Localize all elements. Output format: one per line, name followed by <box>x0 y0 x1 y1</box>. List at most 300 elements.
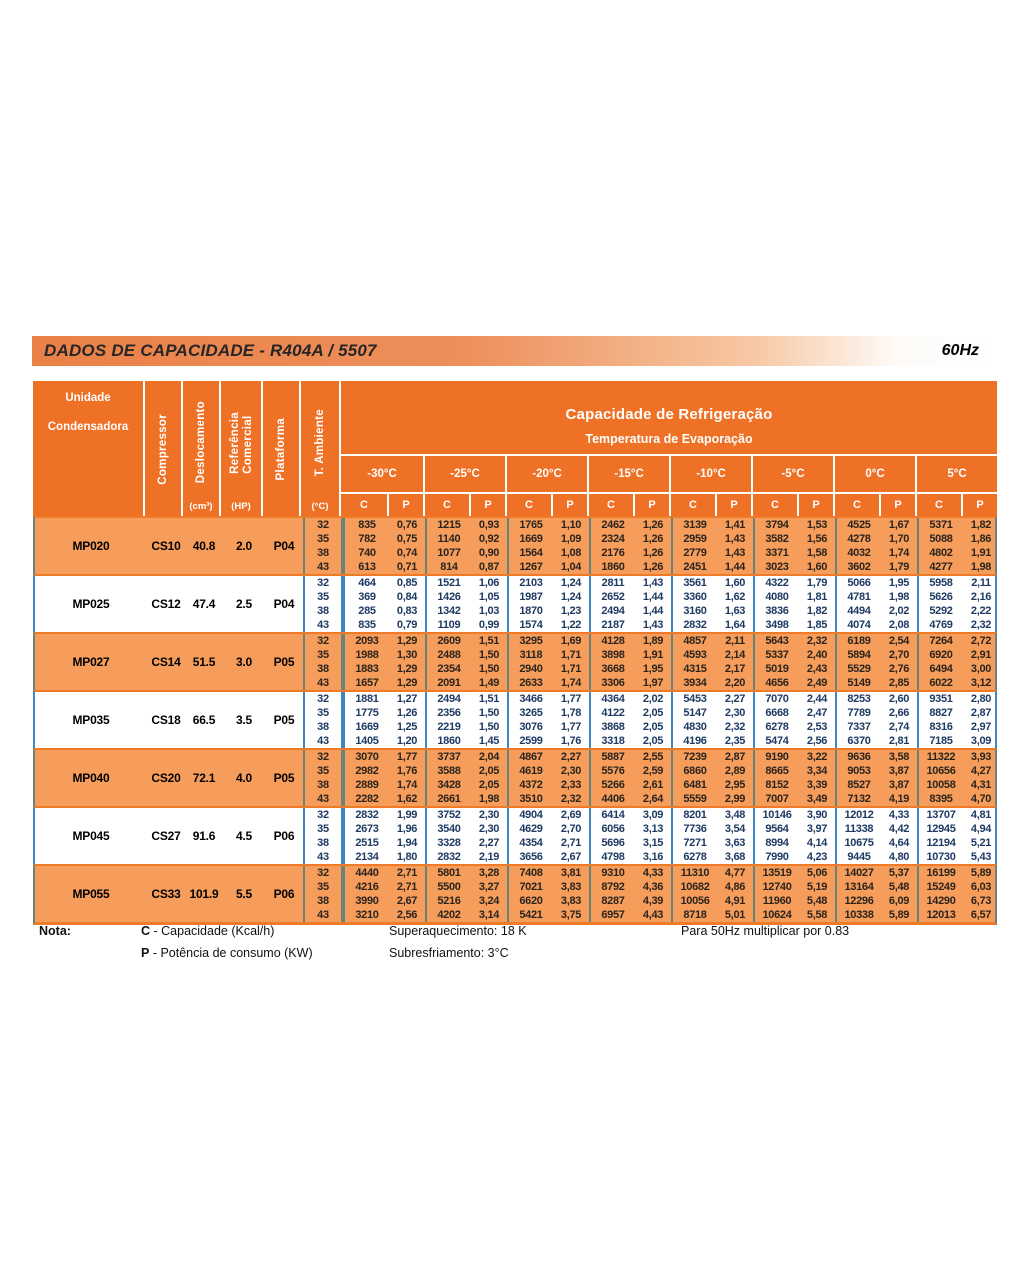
unit-platform: P04 <box>273 539 295 553</box>
power-value-cell: 1,86 <box>970 533 992 545</box>
power-value-cell: 2,89 <box>724 765 746 777</box>
power-value-cell: 1,49 <box>478 677 500 689</box>
unit-hp: 4.0 <box>235 771 253 785</box>
unit-hp: 2.5 <box>235 597 253 611</box>
power-value-cell: 3,09 <box>970 735 992 747</box>
power-value-cell: 4,64 <box>888 837 910 849</box>
capacity-value-cell: 2779 <box>671 546 717 560</box>
power-value-cell: 5,48 <box>806 895 828 907</box>
ambient-temp-cell: 32 <box>303 866 343 880</box>
capacity-value-cell: 6860 <box>671 764 717 778</box>
capacity-value-cell: 5292 <box>917 604 963 618</box>
power-value-cell: 1,99 <box>396 809 418 821</box>
evap-temp-header: 0°C <box>833 456 915 492</box>
ambient-temp-cell: 35 <box>303 822 343 836</box>
capacity-value-cell: 5500 <box>425 880 471 894</box>
capacity-value-cell: 5958 <box>917 576 963 590</box>
capacity-value-cell: 3318 <box>589 734 635 748</box>
power-value-cell: 1,58 <box>806 547 828 559</box>
capacity-value-cell: 5019 <box>753 662 799 676</box>
capacity-value-cell: 835 <box>343 518 389 532</box>
header-compressor: Compressor <box>145 381 183 516</box>
capacity-value-cell: 9190 <box>753 750 799 764</box>
capacity-value-cell: 3836 <box>753 604 799 618</box>
power-value-cell: 4,91 <box>724 895 746 907</box>
power-value-cell: 0,76 <box>396 519 418 531</box>
power-value-cell: 3,34 <box>806 765 828 777</box>
capacity-value-cell: 6056 <box>589 822 635 836</box>
capacity-value-cell: 4867 <box>507 750 553 764</box>
power-value-cell: 3,90 <box>806 809 828 821</box>
capacity-col-header: C <box>833 494 879 516</box>
capacity-value-cell: 10730 <box>917 850 963 864</box>
power-value-cell: 0,74 <box>396 547 418 559</box>
capacity-value-cell: 4619 <box>507 764 553 778</box>
ambient-temp-cell: 35 <box>303 880 343 894</box>
capacity-value-cell: 3118 <box>507 648 553 662</box>
unit-platform: P06 <box>273 887 295 901</box>
capacity-value-cell: 5529 <box>835 662 881 676</box>
power-value-cell: 4,19 <box>888 793 910 805</box>
capacity-value-cell: 3582 <box>753 532 799 546</box>
capacity-value-cell: 4406 <box>589 792 635 806</box>
power-value-cell: 1,78 <box>560 707 582 719</box>
capacity-value-cell: 1669 <box>343 720 389 734</box>
capacity-value-cell: 1109 <box>425 618 471 632</box>
capacity-value-cell: 1342 <box>425 604 471 618</box>
power-value-cell: 2,99 <box>724 793 746 805</box>
capacity-value-cell: 4781 <box>835 590 881 604</box>
unit-compressor: CS14 <box>151 655 181 669</box>
power-value-cell: 1,25 <box>396 721 418 733</box>
power-value-cell: 1,04 <box>560 561 582 573</box>
capacity-value-cell: 12013 <box>917 908 963 922</box>
capacity-value-cell: 4494 <box>835 604 881 618</box>
power-value-cell: 1,74 <box>396 779 418 791</box>
power-value-cell: 2,19 <box>478 851 500 863</box>
power-value-cell: 2,67 <box>396 895 418 907</box>
capacity-value-cell: 782 <box>343 532 389 546</box>
capacity-col-header: C <box>423 494 469 516</box>
ambient-temp-cell: 38 <box>303 836 343 850</box>
capacity-value-cell: 1988 <box>343 648 389 662</box>
capacity-value-cell: 12740 <box>753 880 799 894</box>
header-plataforma: Plataforma <box>263 381 301 516</box>
capacity-value-cell: 3934 <box>671 676 717 690</box>
capacity-value-cell: 4202 <box>425 908 471 922</box>
power-value-cell: 0,87 <box>478 561 500 573</box>
power-value-cell: 3,13 <box>642 823 664 835</box>
ambient-temp-cell: 38 <box>303 720 343 734</box>
power-value-cell: 3,24 <box>478 895 500 907</box>
capacity-value-cell: 2324 <box>589 532 635 546</box>
capacity-value-cell: 7736 <box>671 822 717 836</box>
power-value-cell: 4,27 <box>970 765 992 777</box>
unit-hp: 3.0 <box>235 655 253 669</box>
capacity-value-cell: 4798 <box>589 850 635 864</box>
unit-platform: P06 <box>273 829 295 843</box>
power-value-cell: 1,27 <box>396 693 418 705</box>
power-value-cell: 6,03 <box>970 881 992 893</box>
capacity-value-cell: 4629 <box>507 822 553 836</box>
capacity-value-cell: 1574 <box>507 618 553 632</box>
header-evaporation-title: Temperatura de Evaporação <box>341 423 997 456</box>
power-value-cell: 4,39 <box>642 895 664 907</box>
capacity-value-cell: 2176 <box>589 546 635 560</box>
ambient-temp-cell: 43 <box>303 618 343 632</box>
capacity-value-cell: 1669 <box>507 532 553 546</box>
power-value-cell: 6,57 <box>970 909 992 921</box>
capacity-value-cell: 7789 <box>835 706 881 720</box>
power-value-cell: 4,14 <box>806 837 828 849</box>
capacity-value-cell: 6494 <box>917 662 963 676</box>
power-value-cell: 1,05 <box>478 591 500 603</box>
power-value-cell: 1,60 <box>724 577 746 589</box>
power-value-cell: 4,77 <box>724 867 746 879</box>
capacity-value-cell: 613 <box>343 560 389 574</box>
capacity-value-cell: 6022 <box>917 676 963 690</box>
power-value-cell: 1,77 <box>560 693 582 705</box>
power-value-cell: 3,54 <box>724 823 746 835</box>
power-value-cell: 1,95 <box>888 577 910 589</box>
capacity-value-cell: 3023 <box>753 560 799 574</box>
evap-temps-row <box>341 456 997 494</box>
power-value-cell: 1,79 <box>806 577 828 589</box>
capacity-value-cell: 1657 <box>343 676 389 690</box>
power-value-cell: 1,43 <box>642 577 664 589</box>
power-value-cell: 1,98 <box>888 591 910 603</box>
power-value-cell: 2,11 <box>725 635 745 647</box>
capacity-value-cell: 8994 <box>753 836 799 850</box>
capacity-value-cell: 3160 <box>671 604 717 618</box>
power-value-cell: 1,77 <box>396 751 418 763</box>
unit-model: MP055 <box>72 887 110 901</box>
power-value-cell: 1,95 <box>642 663 664 675</box>
capacity-value-cell: 8395 <box>917 792 963 806</box>
power-value-cell: 1,60 <box>806 561 828 573</box>
power-value-cell: 2,53 <box>806 721 828 733</box>
capacity-value-cell: 12194 <box>917 836 963 850</box>
capacity-value-cell: 814 <box>425 560 471 574</box>
capacity-value-cell: 4904 <box>507 808 553 822</box>
power-value-cell: 1,41 <box>724 519 746 531</box>
capacity-value-cell: 2940 <box>507 662 553 676</box>
capacity-value-cell: 7132 <box>835 792 881 806</box>
capacity-value-cell: 3371 <box>753 546 799 560</box>
power-value-cell: 1,71 <box>560 663 582 675</box>
power-value-cell: 2,22 <box>970 605 992 617</box>
power-value-cell: 4,43 <box>642 909 664 921</box>
capacity-value-cell: 3656 <box>507 850 553 864</box>
power-value-cell: 2,70 <box>560 823 582 835</box>
ambient-temp-cell: 35 <box>303 532 343 546</box>
capacity-value-cell: 2633 <box>507 676 553 690</box>
power-value-cell: 2,67 <box>560 851 582 863</box>
capacity-value-cell: 7185 <box>917 734 963 748</box>
power-value-cell: 1,62 <box>724 591 746 603</box>
capacity-value-cell: 2187 <box>589 618 635 632</box>
capacity-value-cell: 464 <box>343 576 389 590</box>
ambient-temp-cell: 32 <box>303 576 343 590</box>
unit-displacement: 72.1 <box>192 771 216 785</box>
unit-model: MP040 <box>72 771 110 785</box>
power-value-cell: 3,12 <box>970 677 992 689</box>
capacity-value-cell: 1987 <box>507 590 553 604</box>
unit-block <box>33 632 997 690</box>
power-value-cell: 2,54 <box>888 635 910 647</box>
capacity-value-cell: 1077 <box>425 546 471 560</box>
power-value-cell: 4,86 <box>724 881 746 893</box>
capacity-value-cell: 6189 <box>835 634 881 648</box>
ambient-temp-cell: 35 <box>303 764 343 778</box>
power-value-cell: 0,75 <box>396 533 418 545</box>
capacity-value-cell: 2832 <box>425 850 471 864</box>
capacity-value-cell: 6278 <box>671 850 717 864</box>
capacity-value-cell: 2515 <box>343 836 389 850</box>
capacity-col-header: C <box>587 494 633 516</box>
capacity-value-cell: 5147 <box>671 706 717 720</box>
power-value-cell: 5,06 <box>806 867 828 879</box>
capacity-col-header: C <box>360 499 368 511</box>
ambient-temp-cell: 35 <box>303 590 343 604</box>
capacity-value-cell: 14027 <box>835 866 881 880</box>
ambient-temp-cell: 43 <box>303 850 343 864</box>
power-value-cell: 1,26 <box>642 547 664 559</box>
unit-info <box>35 576 303 632</box>
capacity-value-cell: 3588 <box>425 764 471 778</box>
power-value-cell: 1,97 <box>642 677 664 689</box>
capacity-value-cell: 4354 <box>507 836 553 850</box>
capacity-value-cell: 2091 <box>425 676 471 690</box>
unit-hp: 3.5 <box>235 713 253 727</box>
ambient-temp-cell: 32 <box>303 750 343 764</box>
capacity-value-cell: 2462 <box>589 518 635 532</box>
capacity-value-cell: 11322 <box>917 750 963 764</box>
note-label: Nota: <box>39 924 71 938</box>
unit-block <box>33 516 997 574</box>
power-value-cell: 1,74 <box>888 547 910 559</box>
capacity-value-cell: 1405 <box>343 734 389 748</box>
capacity-value-cell: 12012 <box>835 808 881 822</box>
capacity-value-cell: 3076 <box>507 720 553 734</box>
power-value-cell: 2,80 <box>970 693 992 705</box>
power-value-cell: 1,23 <box>560 605 582 617</box>
power-value-cell: 2,71 <box>560 837 582 849</box>
capacity-value-cell: 1267 <box>507 560 553 574</box>
unit-displacement: 101.9 <box>189 887 219 901</box>
capacity-value-cell: 1860 <box>589 560 635 574</box>
power-value-cell: 1,56 <box>806 533 828 545</box>
power-value-cell: 1,44 <box>724 561 746 573</box>
unit-hp: 2.0 <box>235 539 253 553</box>
capacity-value-cell: 10338 <box>835 908 881 922</box>
capacity-value-cell: 15249 <box>917 880 963 894</box>
power-col-header: P <box>633 494 669 516</box>
power-value-cell: 4,23 <box>806 851 828 863</box>
power-value-cell: 1,44 <box>642 591 664 603</box>
table-body <box>33 516 997 925</box>
power-value-cell: 0,93 <box>478 519 500 531</box>
ambient-temp-cell: 32 <box>303 808 343 822</box>
power-value-cell: 1,91 <box>970 547 992 559</box>
power-value-cell: 2,87 <box>724 751 746 763</box>
power-value-cell: 2,05 <box>642 735 664 747</box>
power-value-cell: 1,76 <box>396 765 418 777</box>
capacity-value-cell: 5066 <box>835 576 881 590</box>
capacity-value-cell: 2652 <box>589 590 635 604</box>
capacity-value-cell: 2609 <box>425 634 471 648</box>
unit-compressor: CS12 <box>151 597 181 611</box>
power-value-cell: 1,53 <box>806 519 828 531</box>
power-value-cell: 5,01 <box>724 909 746 921</box>
power-value-cell: 2,70 <box>888 649 910 661</box>
power-value-cell: 2,16 <box>970 591 992 603</box>
power-value-cell: 1,74 <box>560 677 582 689</box>
capacity-value-cell: 4074 <box>835 618 881 632</box>
capacity-value-cell: 5216 <box>425 894 471 908</box>
capacity-value-cell: 6278 <box>753 720 799 734</box>
power-value-cell: 2,43 <box>806 663 828 675</box>
capacity-value-cell: 1564 <box>507 546 553 560</box>
power-col-header: P <box>961 494 997 516</box>
capacity-value-cell: 3794 <box>753 518 799 532</box>
capacity-col-header: C <box>669 494 715 516</box>
capacity-value-cell: 3868 <box>589 720 635 734</box>
capacity-value-cell: 2661 <box>425 792 471 806</box>
capacity-value-cell: 3139 <box>671 518 717 532</box>
header-unit-line2: Condensadora <box>47 421 129 433</box>
power-value-cell: 1,89 <box>642 635 664 647</box>
power-value-cell: 1,50 <box>478 707 500 719</box>
capacity-value-cell: 4593 <box>671 648 717 662</box>
power-value-cell: 4,33 <box>888 809 910 821</box>
capacity-value-cell: 3265 <box>507 706 553 720</box>
unit-block <box>33 690 997 748</box>
power-value-cell: 1,67 <box>888 519 910 531</box>
power-value-cell: 2,14 <box>724 649 746 661</box>
capacity-value-cell: 3360 <box>671 590 717 604</box>
capacity-value-cell: 10146 <box>753 808 799 822</box>
capacity-value-cell: 2982 <box>343 764 389 778</box>
power-value-cell: 5,48 <box>888 881 910 893</box>
capacity-value-cell: 1765 <box>507 518 553 532</box>
capacity-value-cell: 1881 <box>343 692 389 706</box>
capacity-value-cell: 4440 <box>343 866 389 880</box>
power-value-cell: 2,11 <box>971 577 991 589</box>
capacity-value-cell: 4322 <box>753 576 799 590</box>
unit-platform: P05 <box>273 713 295 727</box>
capacity-value-cell: 8152 <box>753 778 799 792</box>
power-value-cell: 2,02 <box>888 605 910 617</box>
header-referencia-unit: (HP) <box>231 501 251 512</box>
power-value-cell: 3,14 <box>478 909 500 921</box>
power-value-cell: 1,26 <box>642 519 664 531</box>
capacity-value-cell: 5474 <box>753 734 799 748</box>
power-value-cell: 3,87 <box>888 765 910 777</box>
capacity-value-cell: 6957 <box>589 908 635 922</box>
power-value-cell: 2,47 <box>806 707 828 719</box>
power-value-cell: 2,27 <box>478 837 500 849</box>
unit-info <box>35 634 303 690</box>
power-col-header: P <box>551 494 587 516</box>
power-value-cell: 3,81 <box>560 867 582 879</box>
capacity-value-cell: 3561 <box>671 576 717 590</box>
power-value-cell: 2,30 <box>478 823 500 835</box>
capacity-value-cell: 4032 <box>835 546 881 560</box>
power-value-cell: 0,83 <box>396 605 418 617</box>
power-value-cell: 1,82 <box>970 519 992 531</box>
capacity-value-cell: 2832 <box>343 808 389 822</box>
ambient-temp-cell: 38 <box>303 546 343 560</box>
capacity-value-cell: 2134 <box>343 850 389 864</box>
capacity-value-cell: 2356 <box>425 706 471 720</box>
power-value-cell: 2,87 <box>970 707 992 719</box>
unit-compressor: CS10 <box>151 539 181 553</box>
power-col-header: P <box>387 494 423 516</box>
capacity-value-cell: 1775 <box>343 706 389 720</box>
capacity-value-cell: 7271 <box>671 836 717 850</box>
power-value-cell: 1,98 <box>478 793 500 805</box>
capacity-value-cell: 2488 <box>425 648 471 662</box>
ambient-temp-cell: 32 <box>303 518 343 532</box>
note-superheat: Superaquecimento: 18 K <box>389 924 527 938</box>
power-value-cell: 1,69 <box>560 635 582 647</box>
power-value-cell: 1,26 <box>396 707 418 719</box>
unit-compressor: CS18 <box>151 713 181 727</box>
ambient-temp-cell: 32 <box>303 692 343 706</box>
capacity-col-header: C <box>751 494 797 516</box>
power-value-cell: 1,29 <box>396 663 418 675</box>
capacity-value-cell: 5643 <box>753 634 799 648</box>
header-capacity-area <box>341 381 997 516</box>
capacity-value-cell: 4525 <box>835 518 881 532</box>
page-title: DADOS DE CAPACIDADE - R404A / 5507 <box>44 341 377 360</box>
capacity-value-cell: 1426 <box>425 590 471 604</box>
power-value-cell: 1,09 <box>560 533 582 545</box>
power-value-cell: 2,56 <box>806 735 828 747</box>
capacity-value-cell: 5088 <box>917 532 963 546</box>
power-value-cell: 1,29 <box>396 677 418 689</box>
ambient-temp-cell: 35 <box>303 706 343 720</box>
power-value-cell: 3,48 <box>724 809 746 821</box>
capacity-value-cell: 5626 <box>917 590 963 604</box>
power-value-cell: 1,82 <box>806 605 828 617</box>
capacity-value-cell: 8792 <box>589 880 635 894</box>
unit-info <box>35 750 303 806</box>
capacity-value-cell: 5801 <box>425 866 471 880</box>
power-value-cell: 1,51 <box>478 635 500 647</box>
power-value-cell: 3,39 <box>806 779 828 791</box>
capacity-value-cell: 12296 <box>835 894 881 908</box>
unit-displacement: 91.6 <box>192 829 216 843</box>
power-value-cell: 4,31 <box>970 779 992 791</box>
power-value-cell: 2,91 <box>970 649 992 661</box>
capacity-value-cell: 3295 <box>507 634 553 648</box>
power-value-cell: 3,68 <box>724 851 746 863</box>
capacity-value-cell: 4372 <box>507 778 553 792</box>
capacity-value-cell: 4196 <box>671 734 717 748</box>
evap-temp-header: -25°C <box>423 456 505 492</box>
power-value-cell: 2,17 <box>724 663 746 675</box>
header-t-ambiente-unit: (°C) <box>311 500 329 512</box>
capacity-value-cell: 5453 <box>671 692 717 706</box>
power-value-cell: 2,05 <box>478 779 500 791</box>
power-value-cell: 3,97 <box>806 823 828 835</box>
ambient-temp-cell: 43 <box>303 908 343 922</box>
capacity-value-cell: 5371 <box>917 518 963 532</box>
ambient-temp-cell: 38 <box>303 662 343 676</box>
power-value-cell: 6,09 <box>888 895 910 907</box>
